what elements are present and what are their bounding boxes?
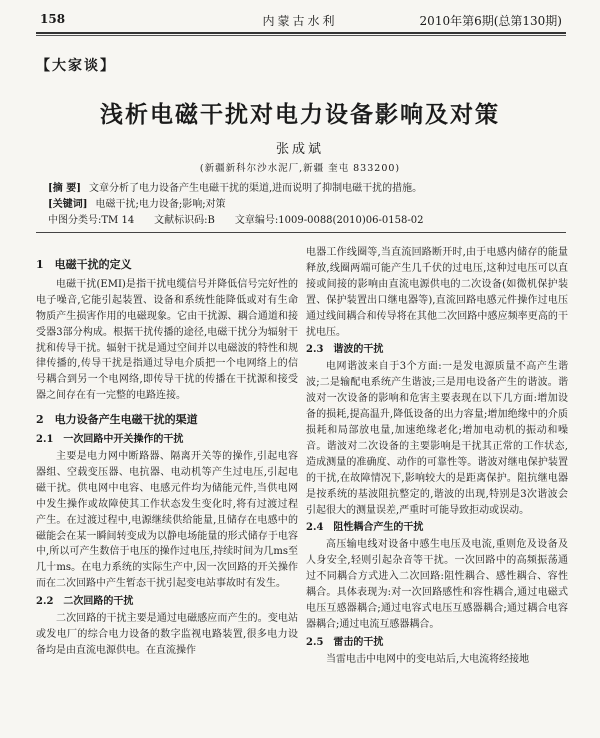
issue-info: 2010年第6期(总第130期) bbox=[419, 14, 562, 28]
journal-name: 内蒙古水利 bbox=[262, 14, 338, 28]
subsection-heading: 2.3 谐波的干扰 bbox=[306, 344, 384, 356]
page-number: 158 bbox=[40, 12, 66, 26]
author: 张成斌 bbox=[275, 142, 324, 157]
header-rule-thin bbox=[36, 35, 566, 36]
body-paragraph: 电器工作线圈等,当直流回路断开时,由于电感内储存的能量释放,线圈两端可能产生几千伏的过电压,这种过电压可以直接或间接的影响由直流电源供电的二次设备(如微机保护装置、保护装置出口继电器等),直流回路电感元件操作过电压通过线间耦合和传导将在其他二次回路中感应频率更高的干扰电压。 bbox=[306, 247, 568, 338]
abstract-text: 文章分析了电力设备产生电磁干扰的渠道,进而说明了抑制电磁干扰的措施。 bbox=[88, 183, 423, 194]
body-paragraph: 高压输电线对设备中感生电压及电流,重则危及设备及人身安全,轻则引起杂音等干扰。一次回路中的高频振荡通过不同耦合方式进入二次回路:阻性耦合、感性耦合、容性耦合。具体表现为:对一次回路感性和容性耦合,通过电磁式电压互感器耦合;通过电容式电压互感器耦合;通过耦合电容器耦合;通过电流互感器耦合。 bbox=[306, 539, 568, 630]
subsection-heading: 2.5 雷击的干扰 bbox=[306, 636, 384, 648]
right-column bbox=[306, 245, 568, 668]
keywords-label: [关键词] bbox=[48, 199, 88, 210]
section-heading: 1 电磁干扰的定义 bbox=[36, 258, 132, 271]
column-label: 【大家谈】 bbox=[36, 58, 116, 74]
subsection-heading: 2.1 一次回路中开关操作的干扰 bbox=[36, 434, 184, 446]
header-rule bbox=[36, 32, 566, 34]
body-paragraph: 二次回路的干扰主要是通过电磁感应而产生的。变电站或发电厂的综合电力设备的数字监视电路装置,很多电力设备均是由直流电源供电。在直流操作 bbox=[36, 613, 298, 656]
body-paragraph: 当雷电击中电网中的变电站后,大电流将经接地 bbox=[326, 653, 530, 665]
article-title: 浅析电磁干扰对电力设备影响及对策 bbox=[100, 101, 500, 128]
abstract bbox=[48, 182, 422, 195]
subsection-heading: 2.4 阻性耦合产生的干扰 bbox=[306, 522, 424, 534]
body-paragraph: 主要是电力网中断路器、隔离开关等的操作,引起电容器组、空载变压器、电抗器、电动机等产生过电压,引起电磁干扰。供电网中电容、电感元件均为储能元件,当供电网中发生操作或故障使其工作状态发生变化时,将有过渡过程产生。在过渡过程中,电源继续供给能量,且储存在电感中的磁能会在某一瞬间转变成为以静电场能量的形式储存于电容中,所以可产生数倍于电压的操作过电压,持续时间为几ms至几十ms。在电力系统的实际生产中,因一次回路的开关操作而在二次回路中产生暂态干扰引起变电站事故时有发生。 bbox=[36, 450, 298, 590]
page-header bbox=[0, 0, 600, 36]
section-heading: 2 电力设备产生电磁干扰的渠道 bbox=[36, 413, 198, 427]
front-matter-divider bbox=[36, 232, 566, 233]
classification: 中图分类号:TM 14 文献标识码:B 文章编号:1009-0088(2010)06-0158-02 bbox=[48, 215, 424, 226]
subsection-heading: 2.2 二次回路的干扰 bbox=[36, 596, 134, 608]
abstract-label: [摘 要] bbox=[48, 183, 81, 194]
left-column bbox=[36, 249, 298, 659]
keywords-text: 电磁干扰;电力设备;影响;对策 bbox=[95, 199, 226, 210]
affiliation: (新疆新科尔沙水泥厂,新疆 奎屯 833200) bbox=[199, 163, 401, 174]
body-paragraph: 电网谐波来自于3个方面:一是发电源质量不高产生谐波;二是输配电系统产生谐波;三是用电设备产生的谐波。谐波对一次设备的影响和危害主要表现在以下几方面:增加设备的损耗,提高温升,降低设备的出力容量;增加绝缘中的介质损耗和局部放电量,加速绝缘老化;增加电动机的振动和噪音。谐波对二次设备的主要影响是干扰其正常的工作状态,造成测量的准确度、动作的可靠性等。谐波对继电保护装置的干扰,在故障情况下,影响较大的是距离保护。阻抗继电器是按系统的基波阻抗整定的,谐波的出现,特别是3次谐波会引起很大的测量误差,严重时可能导致拒动或误动。 bbox=[306, 361, 568, 516]
body-paragraph: 电磁干扰(EMI)是指干扰电缆信号并降低信号完好性的电子噪音,它能引起装置、设备和系统性能降低或对有生命物质产生损害作用的电磁现象。它由干扰源、耦合通道和接受器3部分构成。根据干扰传播的途径,电磁干扰分为辐射干扰和传导干扰。辐射干扰是通过空间并以电磁波的特性和规律传播的,传导干扰是指通过导电介质把一个电网络上的信号耦合到另一个电网络,即传导干扰的传播在干扰源和接受器之间存在有一完整的电路连接。 bbox=[36, 278, 298, 402]
keywords bbox=[48, 198, 226, 211]
